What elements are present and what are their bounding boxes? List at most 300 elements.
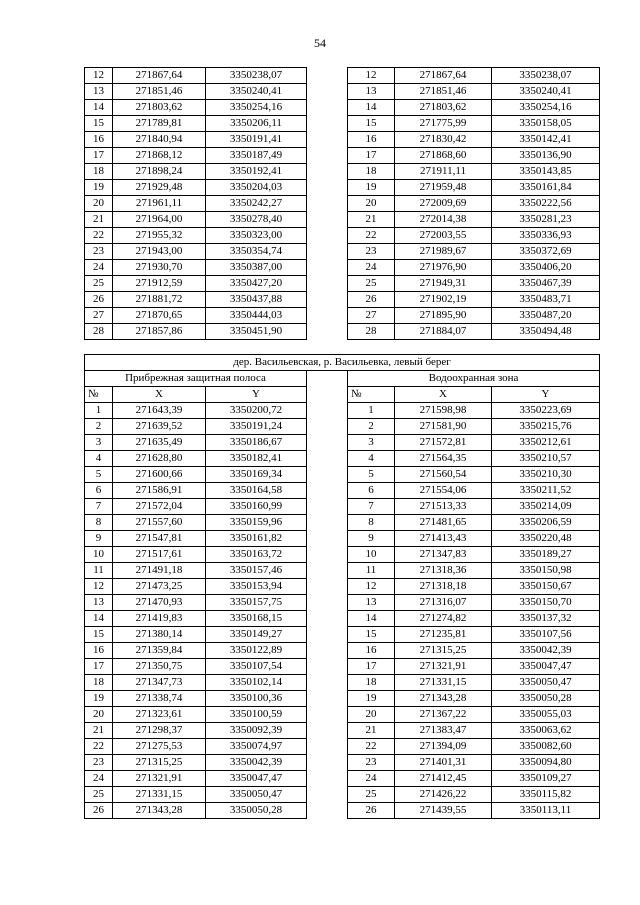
right-x-coordinate: 271413,43 <box>395 531 492 547</box>
right-y-coordinate: 3350158,05 <box>492 116 600 132</box>
left-y-coordinate: 3350157,46 <box>206 563 307 579</box>
column-gap <box>307 324 348 340</box>
table-row <box>85 563 600 579</box>
table-row <box>85 132 600 148</box>
table-row <box>85 723 600 739</box>
right-point-number: 28 <box>348 324 395 340</box>
table-row <box>85 531 600 547</box>
left-y-coordinate: 3350323,00 <box>206 228 307 244</box>
left-y-coordinate: 3350042,39 <box>206 755 307 771</box>
right-y-coordinate: 3350189,27 <box>492 547 600 563</box>
left-x-coordinate: 271338,74 <box>113 691 206 707</box>
left-y-coordinate: 3350354,74 <box>206 244 307 260</box>
left-x-coordinate: 271964,00 <box>113 212 206 228</box>
right-y-coordinate: 3350150,70 <box>492 595 600 611</box>
right-y-coordinate: 3350214,09 <box>492 499 600 515</box>
left-y-coordinate: 3350182,41 <box>206 451 307 467</box>
column-gap <box>307 707 348 723</box>
left-x-coordinate: 271943,00 <box>113 244 206 260</box>
right-point-number: 16 <box>348 132 395 148</box>
left-y-coordinate: 3350387,00 <box>206 260 307 276</box>
left-header-y: Y <box>206 387 307 403</box>
right-y-coordinate: 3350094,80 <box>492 755 600 771</box>
left-y-coordinate: 3350161,82 <box>206 531 307 547</box>
table-row <box>85 68 600 84</box>
right-y-coordinate: 3350215,76 <box>492 419 600 435</box>
column-gap <box>307 771 348 787</box>
column-gap <box>307 419 348 435</box>
right-y-coordinate: 3350047,47 <box>492 659 600 675</box>
column-gap <box>307 467 348 483</box>
left-point-number: 14 <box>85 100 113 116</box>
right-y-coordinate: 3350082,60 <box>492 739 600 755</box>
right-y-coordinate: 3350055,03 <box>492 707 600 723</box>
left-point-number: 9 <box>85 531 113 547</box>
table-row <box>85 739 600 755</box>
left-point-number: 4 <box>85 451 113 467</box>
left-x-coordinate: 271870,65 <box>113 308 206 324</box>
right-x-coordinate: 271564,35 <box>395 451 492 467</box>
right-point-number: 10 <box>348 547 395 563</box>
left-point-number: 14 <box>85 611 113 627</box>
right-x-coordinate: 271401,31 <box>395 755 492 771</box>
right-point-number: 17 <box>348 148 395 164</box>
right-point-number: 7 <box>348 499 395 515</box>
right-point-number: 11 <box>348 563 395 579</box>
left-x-coordinate: 271347,73 <box>113 675 206 691</box>
table-row <box>85 324 600 340</box>
table-row <box>85 419 600 435</box>
right-point-number: 12 <box>348 68 395 84</box>
right-x-coordinate: 271895,90 <box>395 308 492 324</box>
right-y-coordinate: 3350223,69 <box>492 403 600 419</box>
column-gap <box>307 547 348 563</box>
left-point-number: 15 <box>85 116 113 132</box>
right-y-coordinate: 3350406,20 <box>492 260 600 276</box>
right-point-number: 24 <box>348 771 395 787</box>
table-row <box>85 771 600 787</box>
right-x-coordinate: 271902,19 <box>395 292 492 308</box>
right-x-coordinate: 271989,67 <box>395 244 492 260</box>
right-point-number: 2 <box>348 419 395 435</box>
right-x-coordinate: 271884,07 <box>395 324 492 340</box>
table-row <box>85 803 600 819</box>
left-point-number: 24 <box>85 771 113 787</box>
right-point-number: 19 <box>348 691 395 707</box>
left-point-number: 8 <box>85 515 113 531</box>
table-row <box>85 84 600 100</box>
right-point-number: 9 <box>348 531 395 547</box>
right-y-coordinate: 3350050,47 <box>492 675 600 691</box>
left-point-number: 27 <box>85 308 113 324</box>
table-row <box>85 659 600 675</box>
left-x-coordinate: 271803,62 <box>113 100 206 116</box>
right-point-number: 12 <box>348 579 395 595</box>
left-y-coordinate: 3350191,41 <box>206 132 307 148</box>
right-y-coordinate: 3350210,57 <box>492 451 600 467</box>
left-x-coordinate: 271789,81 <box>113 116 206 132</box>
left-x-coordinate: 271930,70 <box>113 260 206 276</box>
column-gap <box>307 403 348 419</box>
right-point-number: 25 <box>348 787 395 803</box>
left-header-x: X <box>113 387 206 403</box>
left-x-coordinate: 271572,04 <box>113 499 206 515</box>
left-x-coordinate: 271929,48 <box>113 180 206 196</box>
table-row <box>85 435 600 451</box>
right-x-coordinate: 271867,64 <box>395 68 492 84</box>
left-y-coordinate: 3350050,47 <box>206 787 307 803</box>
right-point-number: 22 <box>348 739 395 755</box>
right-y-coordinate: 3350109,27 <box>492 771 600 787</box>
table-row <box>85 308 600 324</box>
right-y-coordinate: 3350238,07 <box>492 68 600 84</box>
left-x-coordinate: 271840,94 <box>113 132 206 148</box>
column-gap <box>307 276 348 292</box>
left-x-coordinate: 271343,28 <box>113 803 206 819</box>
left-x-coordinate: 271517,61 <box>113 547 206 563</box>
right-point-number: 5 <box>348 467 395 483</box>
right-point-number: 15 <box>348 627 395 643</box>
left-y-coordinate: 3350100,36 <box>206 691 307 707</box>
left-point-number: 22 <box>85 228 113 244</box>
left-x-coordinate: 271323,61 <box>113 707 206 723</box>
right-point-number: 21 <box>348 723 395 739</box>
right-y-coordinate: 3350150,98 <box>492 563 600 579</box>
table-row <box>85 611 600 627</box>
right-y-coordinate: 3350212,61 <box>492 435 600 451</box>
left-y-coordinate: 3350187,49 <box>206 148 307 164</box>
left-y-coordinate: 3350107,54 <box>206 659 307 675</box>
lower-coordinates-table <box>84 354 600 819</box>
left-y-coordinate: 3350149,27 <box>206 627 307 643</box>
table-row <box>85 467 600 483</box>
right-point-number: 18 <box>348 675 395 691</box>
right-x-coordinate: 271803,62 <box>395 100 492 116</box>
left-x-coordinate: 271881,72 <box>113 292 206 308</box>
right-y-coordinate: 3350372,69 <box>492 244 600 260</box>
lower-table-body <box>85 355 600 819</box>
left-y-coordinate: 3350191,24 <box>206 419 307 435</box>
left-y-coordinate: 3350100,59 <box>206 707 307 723</box>
right-y-coordinate: 3350254,16 <box>492 100 600 116</box>
left-y-coordinate: 3350206,11 <box>206 116 307 132</box>
column-gap <box>307 387 348 403</box>
right-header-number: № <box>348 387 395 403</box>
right-x-coordinate: 272009,69 <box>395 196 492 212</box>
left-y-coordinate: 3350050,28 <box>206 803 307 819</box>
left-y-coordinate: 3350254,16 <box>206 100 307 116</box>
table-row <box>85 691 600 707</box>
table-row <box>85 276 600 292</box>
column-gap <box>307 244 348 260</box>
column-gap <box>307 212 348 228</box>
right-x-coordinate: 271321,91 <box>395 659 492 675</box>
left-x-coordinate: 271470,93 <box>113 595 206 611</box>
left-zone-title: Прибрежная защитная полоса <box>85 371 307 387</box>
right-y-coordinate: 3350222,56 <box>492 196 600 212</box>
column-gap <box>307 531 348 547</box>
right-point-number: 27 <box>348 308 395 324</box>
column-gap <box>307 515 348 531</box>
right-y-coordinate: 3350487,20 <box>492 308 600 324</box>
left-y-coordinate: 3350163,72 <box>206 547 307 563</box>
left-x-coordinate: 271359,84 <box>113 643 206 659</box>
right-point-number: 25 <box>348 276 395 292</box>
left-x-coordinate: 271350,75 <box>113 659 206 675</box>
left-x-coordinate: 271912,59 <box>113 276 206 292</box>
column-gap <box>307 755 348 771</box>
table-row <box>85 579 600 595</box>
right-point-number: 13 <box>348 84 395 100</box>
right-x-coordinate: 271868,60 <box>395 148 492 164</box>
right-point-number: 15 <box>348 116 395 132</box>
column-gap <box>307 371 348 387</box>
table-row <box>85 116 600 132</box>
column-gap <box>307 100 348 116</box>
left-point-number: 19 <box>85 691 113 707</box>
left-x-coordinate: 271473,25 <box>113 579 206 595</box>
left-point-number: 21 <box>85 212 113 228</box>
left-point-number: 22 <box>85 739 113 755</box>
right-point-number: 8 <box>348 515 395 531</box>
right-x-coordinate: 271383,47 <box>395 723 492 739</box>
table-row <box>85 787 600 803</box>
table-row <box>85 100 600 116</box>
column-gap <box>307 164 348 180</box>
left-point-number: 11 <box>85 563 113 579</box>
table-row <box>85 547 600 563</box>
column-gap <box>307 627 348 643</box>
left-y-coordinate: 3350092,39 <box>206 723 307 739</box>
left-x-coordinate: 271557,60 <box>113 515 206 531</box>
right-point-number: 26 <box>348 292 395 308</box>
left-x-coordinate: 271868,12 <box>113 148 206 164</box>
right-x-coordinate: 271959,48 <box>395 180 492 196</box>
left-x-coordinate: 271380,14 <box>113 627 206 643</box>
left-x-coordinate: 271331,15 <box>113 787 206 803</box>
table-row <box>85 180 600 196</box>
left-point-number: 16 <box>85 132 113 148</box>
right-x-coordinate: 271560,54 <box>395 467 492 483</box>
right-point-number: 3 <box>348 435 395 451</box>
left-y-coordinate: 3350186,67 <box>206 435 307 451</box>
right-x-coordinate: 271911,11 <box>395 164 492 180</box>
zone-title-row <box>85 371 600 387</box>
right-header-x: X <box>395 387 492 403</box>
left-x-coordinate: 271851,46 <box>113 84 206 100</box>
left-y-coordinate: 3350200,72 <box>206 403 307 419</box>
left-point-number: 15 <box>85 627 113 643</box>
column-gap <box>307 579 348 595</box>
column-gap <box>307 563 348 579</box>
column-gap <box>307 68 348 84</box>
column-gap <box>307 723 348 739</box>
right-y-coordinate: 3350211,52 <box>492 483 600 499</box>
left-x-coordinate: 271491,18 <box>113 563 206 579</box>
left-y-coordinate: 3350122,89 <box>206 643 307 659</box>
left-y-coordinate: 3350427,20 <box>206 276 307 292</box>
left-point-number: 13 <box>85 84 113 100</box>
right-y-coordinate: 3350494,48 <box>492 324 600 340</box>
left-y-coordinate: 3350242,27 <box>206 196 307 212</box>
column-gap <box>307 611 348 627</box>
left-x-coordinate: 271857,86 <box>113 324 206 340</box>
right-x-coordinate: 272003,55 <box>395 228 492 244</box>
table-row <box>85 228 600 244</box>
column-gap <box>307 675 348 691</box>
table-row <box>85 675 600 691</box>
right-point-number: 1 <box>348 403 395 419</box>
left-point-number: 19 <box>85 180 113 196</box>
right-y-coordinate: 3350137,32 <box>492 611 600 627</box>
table-row <box>85 292 600 308</box>
right-y-coordinate: 3350050,28 <box>492 691 600 707</box>
column-gap <box>307 659 348 675</box>
table-row <box>85 627 600 643</box>
right-point-number: 19 <box>348 180 395 196</box>
column-gap <box>307 435 348 451</box>
right-point-number: 20 <box>348 707 395 723</box>
right-x-coordinate: 271554,06 <box>395 483 492 499</box>
table-row <box>85 164 600 180</box>
column-gap <box>307 483 348 499</box>
left-x-coordinate: 271643,39 <box>113 403 206 419</box>
table-row <box>85 451 600 467</box>
left-x-coordinate: 271628,80 <box>113 451 206 467</box>
left-y-coordinate: 3350074,97 <box>206 739 307 755</box>
column-gap <box>307 84 348 100</box>
left-y-coordinate: 3350157,75 <box>206 595 307 611</box>
column-gap <box>307 196 348 212</box>
right-header-y: Y <box>492 387 600 403</box>
right-point-number: 13 <box>348 595 395 611</box>
right-point-number: 17 <box>348 659 395 675</box>
left-point-number: 12 <box>85 68 113 84</box>
table-row <box>85 643 600 659</box>
left-x-coordinate: 271955,32 <box>113 228 206 244</box>
right-point-number: 24 <box>348 260 395 276</box>
left-y-coordinate: 3350444,03 <box>206 308 307 324</box>
right-x-coordinate: 271331,15 <box>395 675 492 691</box>
table-row <box>85 244 600 260</box>
left-point-number: 13 <box>85 595 113 611</box>
left-point-number: 18 <box>85 164 113 180</box>
left-point-number: 18 <box>85 675 113 691</box>
left-point-number: 5 <box>85 467 113 483</box>
right-y-coordinate: 3350210,30 <box>492 467 600 483</box>
left-point-number: 26 <box>85 803 113 819</box>
right-y-coordinate: 3350336,93 <box>492 228 600 244</box>
right-y-coordinate: 3350467,39 <box>492 276 600 292</box>
table-row <box>85 499 600 515</box>
left-point-number: 23 <box>85 755 113 771</box>
table-row <box>85 212 600 228</box>
left-point-number: 6 <box>85 483 113 499</box>
left-y-coordinate: 3350160,99 <box>206 499 307 515</box>
left-y-coordinate: 3350169,34 <box>206 467 307 483</box>
left-y-coordinate: 3350451,90 <box>206 324 307 340</box>
right-x-coordinate: 271830,42 <box>395 132 492 148</box>
column-gap <box>307 499 348 515</box>
left-x-coordinate: 271586,91 <box>113 483 206 499</box>
column-gap <box>307 803 348 819</box>
left-y-coordinate: 3350192,41 <box>206 164 307 180</box>
left-x-coordinate: 271600,66 <box>113 467 206 483</box>
column-gap <box>307 643 348 659</box>
right-y-coordinate: 3350107,56 <box>492 627 600 643</box>
column-gap <box>307 292 348 308</box>
column-gap <box>307 451 348 467</box>
right-zone-title: Водоохранная зона <box>348 371 600 387</box>
right-y-coordinate: 3350161,84 <box>492 180 600 196</box>
right-y-coordinate: 3350063,62 <box>492 723 600 739</box>
left-header-number: № <box>85 387 113 403</box>
upper-coordinates-table <box>84 67 600 340</box>
left-point-number: 3 <box>85 435 113 451</box>
column-gap <box>307 308 348 324</box>
left-point-number: 16 <box>85 643 113 659</box>
column-gap <box>307 260 348 276</box>
right-x-coordinate: 271581,90 <box>395 419 492 435</box>
right-point-number: 6 <box>348 483 395 499</box>
left-point-number: 20 <box>85 196 113 212</box>
right-x-coordinate: 271481,65 <box>395 515 492 531</box>
left-point-number: 20 <box>85 707 113 723</box>
right-point-number: 23 <box>348 755 395 771</box>
section-title: дер. Васильевская, р. Васильевка, левый берег <box>85 355 600 371</box>
page-number: 54 <box>314 36 326 50</box>
left-y-coordinate: 3350047,47 <box>206 771 307 787</box>
column-gap <box>307 691 348 707</box>
right-x-coordinate: 271235,81 <box>395 627 492 643</box>
right-x-coordinate: 271367,22 <box>395 707 492 723</box>
right-x-coordinate: 271343,28 <box>395 691 492 707</box>
right-x-coordinate: 271315,25 <box>395 643 492 659</box>
right-x-coordinate: 271976,90 <box>395 260 492 276</box>
right-x-coordinate: 271274,82 <box>395 611 492 627</box>
column-gap <box>307 148 348 164</box>
right-y-coordinate: 3350281,23 <box>492 212 600 228</box>
column-gap <box>307 228 348 244</box>
right-point-number: 20 <box>348 196 395 212</box>
right-point-number: 23 <box>348 244 395 260</box>
right-y-coordinate: 3350240,41 <box>492 84 600 100</box>
right-x-coordinate: 271851,46 <box>395 84 492 100</box>
right-y-coordinate: 3350042,39 <box>492 643 600 659</box>
left-x-coordinate: 271298,37 <box>113 723 206 739</box>
left-point-number: 7 <box>85 499 113 515</box>
right-x-coordinate: 271394,09 <box>395 739 492 755</box>
left-point-number: 24 <box>85 260 113 276</box>
right-x-coordinate: 271439,55 <box>395 803 492 819</box>
left-x-coordinate: 271961,11 <box>113 196 206 212</box>
column-header-row <box>85 387 600 403</box>
column-gap <box>307 116 348 132</box>
left-x-coordinate: 271547,81 <box>113 531 206 547</box>
right-y-coordinate: 3350142,41 <box>492 132 600 148</box>
right-x-coordinate: 271316,07 <box>395 595 492 611</box>
column-gap <box>307 180 348 196</box>
right-x-coordinate: 271426,22 <box>395 787 492 803</box>
right-x-coordinate: 271347,83 <box>395 547 492 563</box>
left-y-coordinate: 3350159,96 <box>206 515 307 531</box>
right-x-coordinate: 271572,81 <box>395 435 492 451</box>
right-x-coordinate: 271318,36 <box>395 563 492 579</box>
left-point-number: 23 <box>85 244 113 260</box>
left-point-number: 21 <box>85 723 113 739</box>
left-x-coordinate: 271867,64 <box>113 68 206 84</box>
right-point-number: 14 <box>348 611 395 627</box>
